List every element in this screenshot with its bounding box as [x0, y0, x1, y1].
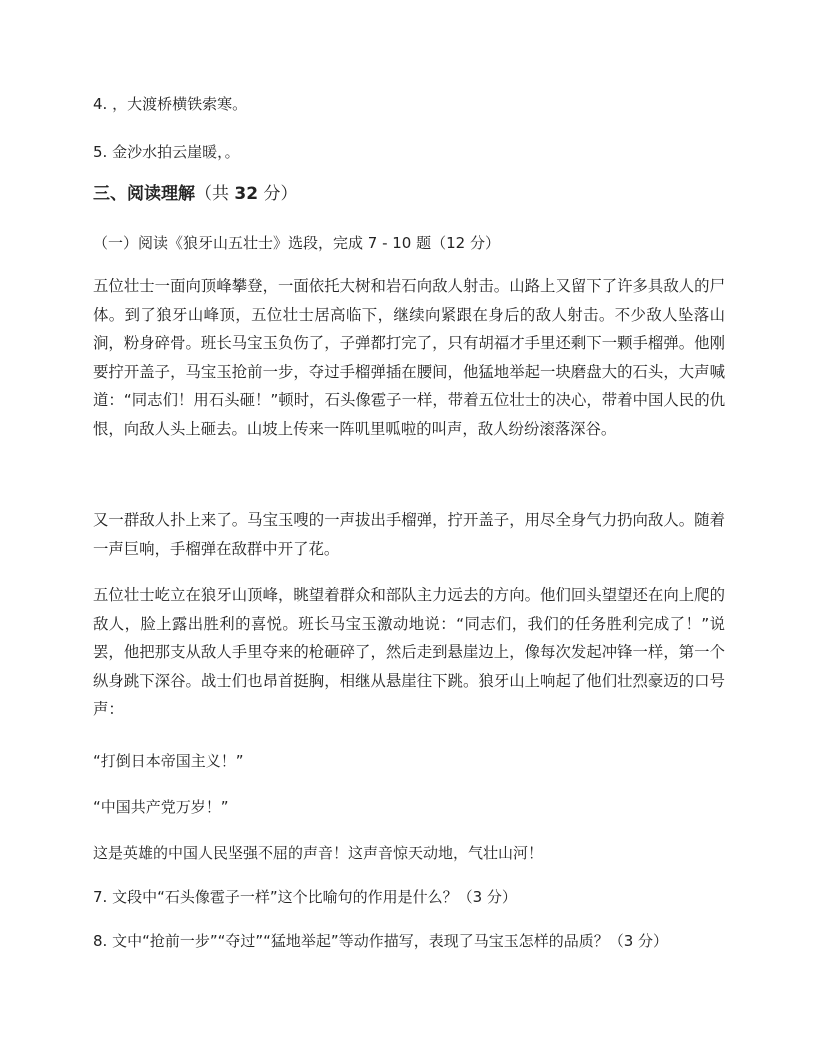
section-points-suffix: 分） — [258, 184, 298, 204]
section-points — [195, 184, 297, 204]
reading-intro: （一）阅读《狼牙山五壮士》选段，完成 7 - 10 题（12 分） — [93, 234, 500, 252]
section-heading — [93, 184, 297, 204]
slogan-2: “中国共产党万岁！” — [93, 798, 229, 816]
fill-in-item-4: 4. ，大渡桥横铁索寒。 — [93, 95, 248, 113]
question-7: 7. 文段中“石头像雹子一样”这个比喻句的作用是什么？（3 分） — [93, 888, 517, 906]
passage-conclusion: 这是英雄的中国人民坚强不屈的声音！这声音惊天动地，气壮山河！ — [93, 844, 544, 862]
passage-paragraph-1: 五位壮士一面向顶峰攀登，一面依托大树和岩石向敌人射击。山路上又留下了许多具敌人的尸体。到了狼牙山峰顶，五位壮士居高临下，继续向紧跟在身后的敌人射击。不少敌人坠落山涧，粉身碎骨。班长马宝玉负伤了，子弹都打完了，只有胡福才手里还剩下一颗手榴弹。他刚要拧开盖子，马宝玉抢前一步，夺过手榴弹插在腰间，他猛地举起一块磨盘大的石头，大声喊道：“同志们！用石头砸！”顿时，石头像雹子一样，带着五位壮士的决心，带着中国人民的仇恨，向敌人头上砸去。山坡上传来一阵叽里呱啦的叫声，敌人纷纷滚落深谷。 — [93, 277, 725, 438]
fill-in-item-5: 5. 金沙水拍云崖暖，。 — [93, 143, 240, 161]
passage-paragraph-3: 五位壮士屹立在狼牙山顶峰，眺望着群众和部队主力远去的方向。他们回头望望还在向上爬的敌人，脸上露出胜利的喜悦。班长马宝玉激动地说：“同志们，我们的任务胜利完成了！”说罢，他把那支从敌人手里夺来的枪砸碎了，然后走到悬崖边上，像每次发起冲锋一样，第一个纵身跳下深谷。战士们也昂首挺胸，相继从悬崖往下跳。狼牙山上响起了他们壮烈豪迈的口号声： — [93, 586, 725, 718]
section-points-value: 32 — [234, 184, 259, 204]
slogan-1: “打倒日本帝国主义！” — [93, 752, 244, 770]
section-points-prefix: （共 — [195, 184, 235, 204]
section-title: 三、阅读理解 — [93, 184, 195, 204]
passage-paragraph-2: 又一群敌人扑上来了。马宝玉嗖的一声拔出手榴弹，拧开盖子，用尽全身气力扔向敌人。随着一声巨响，手榴弹在敌群中开了花。 — [93, 511, 725, 558]
question-8: 8. 文中“抢前一步”“夺过”“猛地举起”等动作描写，表现了马宝玉怎样的品质？（3 分） — [93, 932, 669, 950]
